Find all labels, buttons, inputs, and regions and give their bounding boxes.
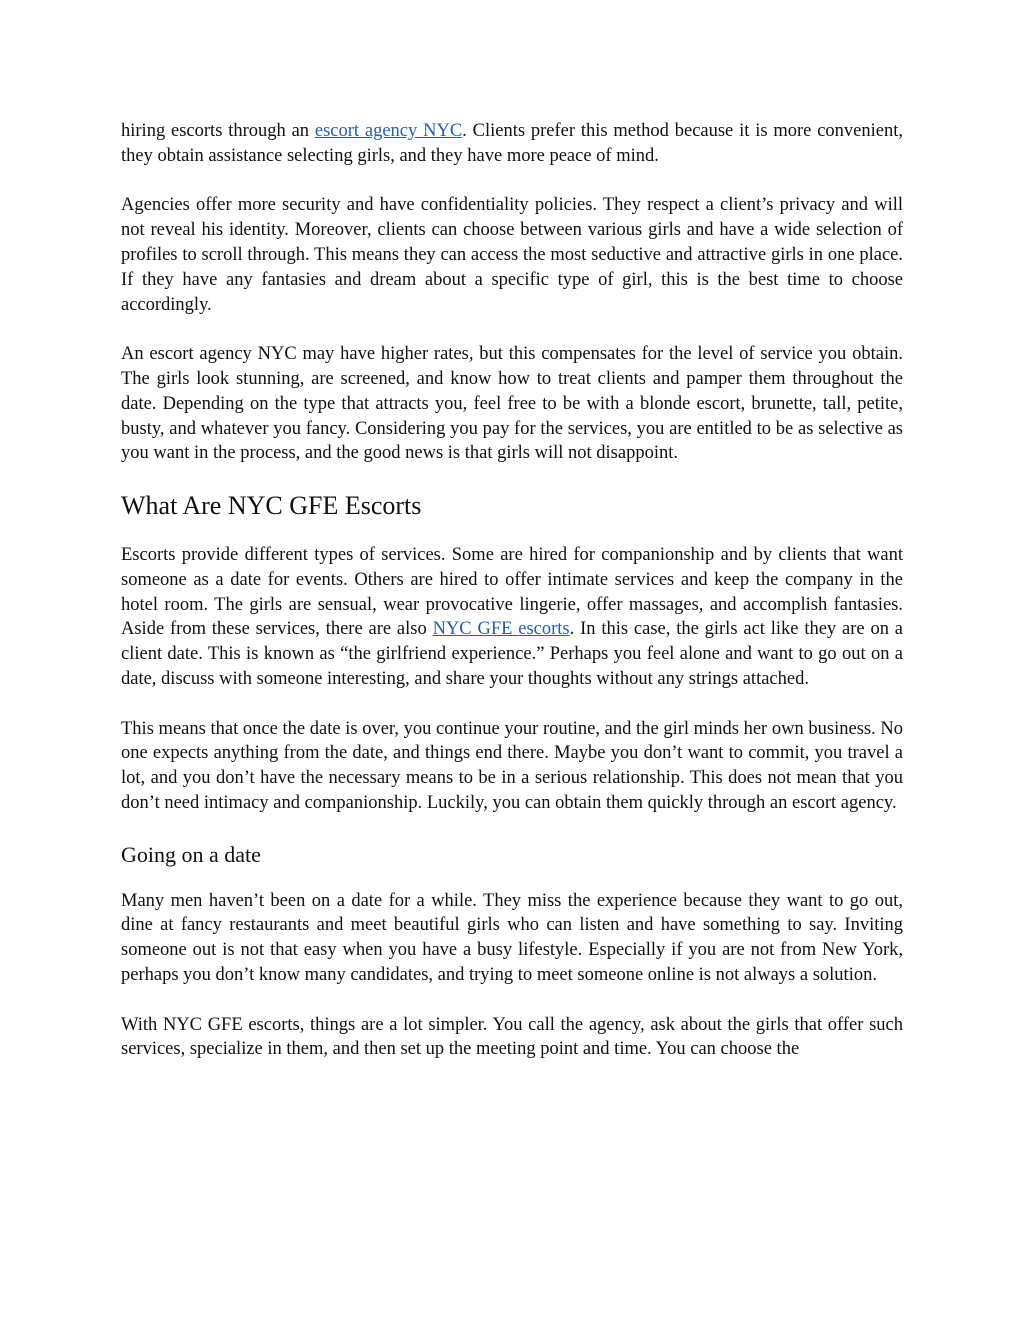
paragraph-service-types-text-after: . In this case, the girls act like they are on a client date. This is known as “the girlfriend experience.” Perhaps you feel alone and want to go out on a date, discuss with someone interesting, and share your thoughts without any strings attached. [121, 619, 903, 689]
paragraph-higher-rates: An escort agency NYC may have higher rates, but this compensates for the level of service you obtain. The girls look stunning, are screened, and know how to treat clients and pamper them throughout the date. Depending on the type that attracts you, feel free to be with a blonde escort, brunette, tall, petite, busty, and whatever you fancy. Considering you pay for the services, you are entitled to be as selective as you want in the process, and the good news is that girls will not disappoint. [121, 344, 903, 464]
paragraph-service-types-text-before: Escorts provide different types of services. Some are hired for companionship and by clients that want someone as a date for events. Others are hired to offer intimate services and keep the company in the hotel room. The girls are sensual, wear provocative lingerie, offer massages, and accomplish fantasies. Aside from these services, there are also [121, 544, 903, 640]
paragraph-men-dating: Many men haven’t been on a date for a while. They miss the experience because they want to go out, dine at fancy restaurants and meet beautiful girls who can listen and have something to say. Inviting someone out is not that easy when you have a busy lifestyle. Especially if you are not from New York, perhaps you don’t know many candidates, and trying to meet someone online is not always a solution. [121, 890, 903, 985]
paragraph-service-types [121, 543, 903, 692]
paragraph-agencies-security: Agencies offer more security and have confidentiality policies. They respect a client’s privacy and will not reveal his identity. Moreover, clients can choose between various girls and have a wide selection of profiles to scroll through. This means they can access the most seductive and attractive girls in one place. If they have any fantasies and dream about a specific type of girl, this is the best time to choose accordingly. [121, 195, 903, 315]
paragraph-intro-text-after: . Clients prefer this method because it is more convenient, they obtain assistance selecting girls, and they have more peace of mind. [121, 121, 903, 166]
paragraph-intro-text-before: hiring escorts through an [121, 121, 315, 141]
sub-heading-going-on-a-date: Going on a date [121, 841, 261, 867]
paragraph-simpler: With NYC GFE escorts, things are a lot simpler. You call the agency, ask about the girls that offer such services, specialize in them, and then set up the meeting point and time. You can choose the [121, 1014, 903, 1060]
paragraph-intro [121, 119, 903, 169]
paragraph-date-over: This means that once the date is over, you continue your routine, and the girl minds her own business. No one expects anything from the date, and things end there. Maybe you don’t want to commit, you travel a lot, and you don’t have the necessary means to be in a serious relationship. This does not mean that you don’t need intimacy and companionship. Luckily, you can obtain them quickly through an escort agency. [121, 718, 903, 813]
section-heading-gfe-escorts: What Are NYC GFE Escorts [121, 490, 422, 520]
document-page [121, 119, 903, 1087]
nyc-gfe-escorts-link[interactable]: NYC GFE escorts [432, 619, 570, 640]
escort-agency-nyc-link[interactable]: escort agency NYC [314, 121, 463, 141]
